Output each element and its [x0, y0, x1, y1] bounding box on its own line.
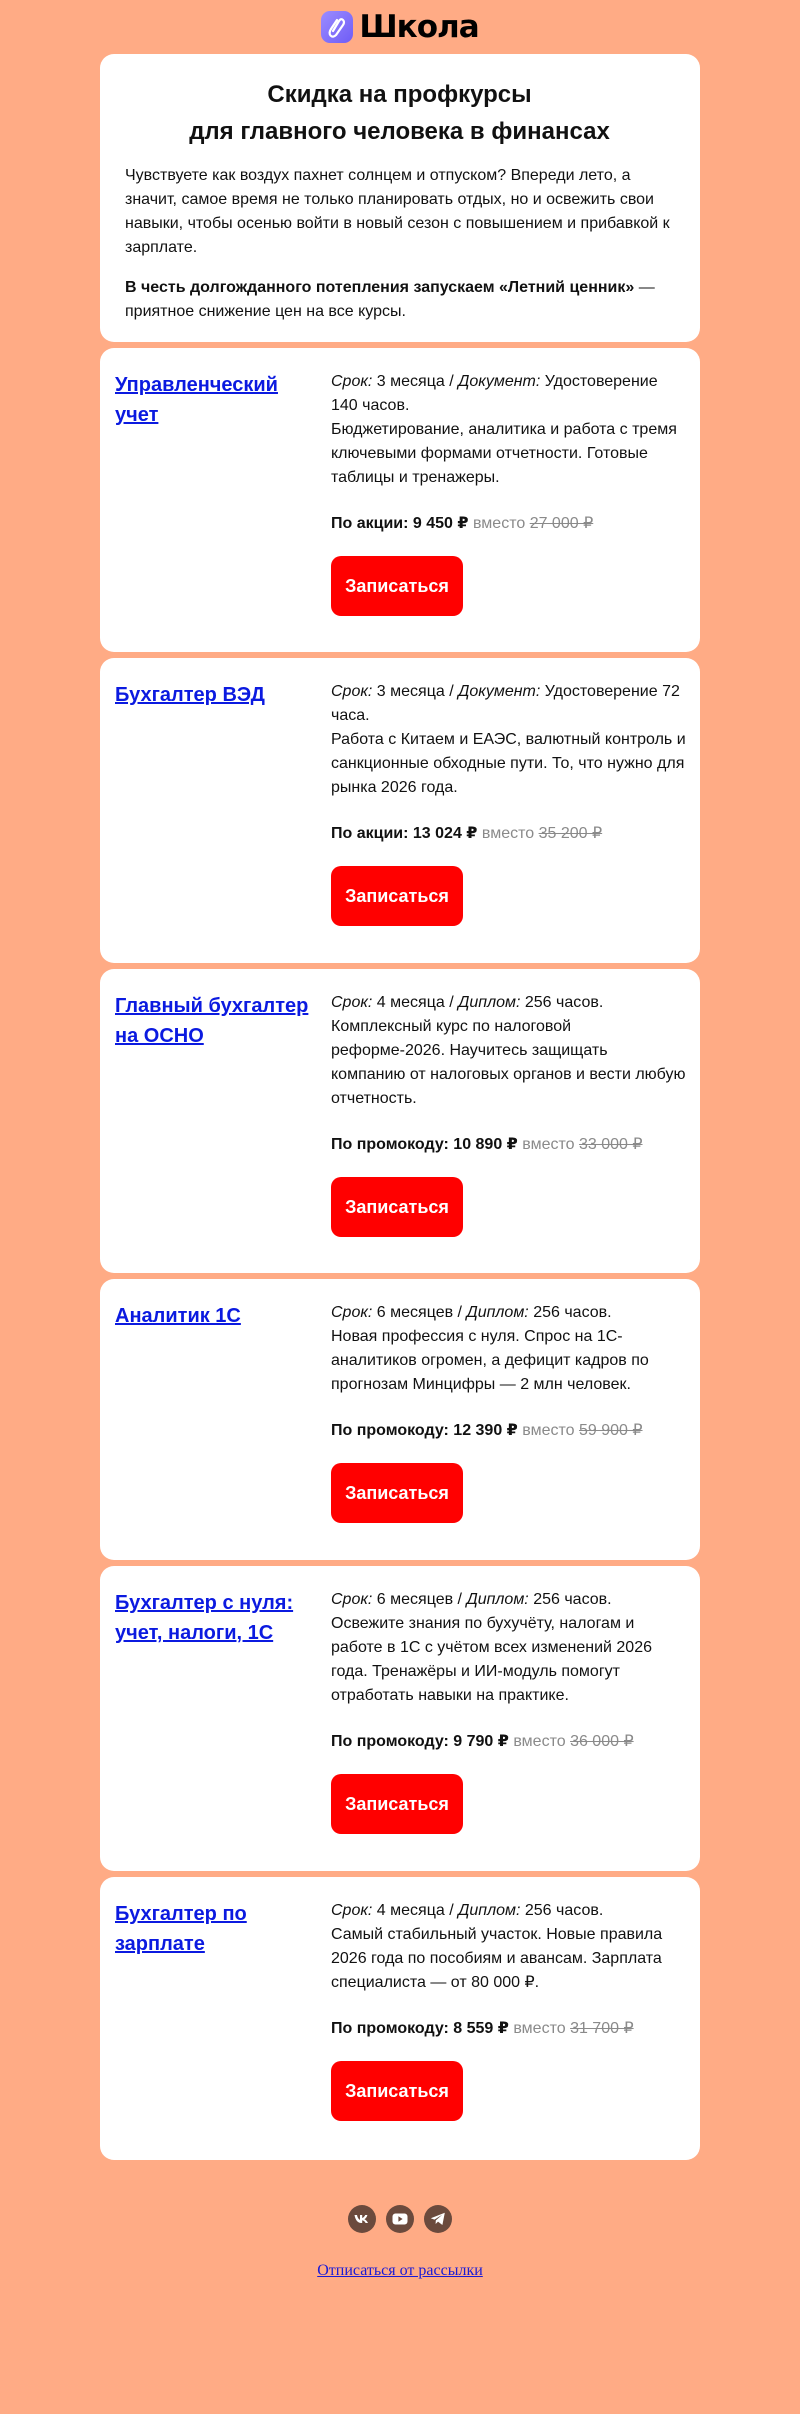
logo-text: Школа — [359, 9, 479, 45]
meta-separator: / — [444, 994, 459, 1011]
document-label: Документ: — [458, 683, 541, 700]
price-line — [331, 1419, 686, 1443]
document-label: Диплом: — [466, 1591, 529, 1608]
enroll-button[interactable]: Записаться — [331, 1177, 463, 1237]
term-label: Срок: — [331, 1902, 373, 1919]
document-value: Удостоверение 72 часа. — [331, 683, 680, 724]
meta-separator: / — [444, 373, 459, 390]
course-description: Бюджетирование, аналитика и работа с тремя ключевыми формами отчетности. Готовые таблицы и тренажеры. — [331, 421, 677, 486]
instead-label: вместо — [508, 1733, 571, 1750]
document-value: 256 часов. — [520, 1902, 604, 1919]
price-line — [331, 2017, 686, 2041]
instead-label: вместо — [477, 825, 539, 842]
course-title-link[interactable]: Бухгалтер с нуля: учет, налоги, 1С — [115, 1592, 294, 1644]
course-description: Работа с Китаем и ЕАЭС, валютный контроль и санкционные обходные пути. То, что нужно для рынка 2026 года. — [331, 731, 686, 796]
telegram-icon[interactable] — [424, 2205, 452, 2233]
course-card — [100, 1279, 700, 1560]
meta-separator: / — [453, 1304, 467, 1321]
course-details — [331, 680, 686, 926]
price-line — [331, 1133, 686, 1157]
course-card — [100, 969, 700, 1273]
course-details — [331, 1301, 686, 1523]
paperclip-icon — [321, 11, 353, 43]
header — [0, 0, 800, 54]
course-description: Освежите знания по бухучёту, налогам и работе в 1С с учётом всех изменений 2026 года. Тренажёры и ИИ-модуль помогут отработать навыки на практике. — [331, 1615, 652, 1704]
course-card — [100, 1566, 700, 1871]
term-label: Срок: — [331, 994, 373, 1011]
enroll-button[interactable]: Записаться — [331, 1463, 463, 1523]
course-title-link[interactable]: Аналитик 1С — [115, 1305, 241, 1327]
meta-separator: / — [453, 1591, 467, 1608]
course-title-link[interactable]: Бухгалтер ВЭД — [115, 684, 265, 706]
course-meta — [331, 1588, 686, 1612]
course-title-link[interactable]: Бухгалтер по зарплате — [115, 1903, 247, 1955]
enroll-button[interactable]: Записаться — [331, 1774, 463, 1834]
course-details — [331, 1588, 686, 1834]
old-price: 35 200 ₽ — [538, 825, 603, 842]
promo-price: По промокоду: 9 790 ₽ — [331, 1733, 509, 1750]
intro-title-line2: для главного человека в финансах — [189, 118, 610, 145]
course-card — [100, 658, 700, 963]
intro-paragraph: Чувствуете как воздух пахнет солнцем и отпуском? Впереди лето, а значит, самое время не только планировать отдых, но и освежить свои навыки, чтобы осенью войти в новый сезон с повышением и прибавкой к зарплате. — [125, 167, 670, 256]
document-value: Удостоверение 140 часов. — [331, 373, 658, 414]
document-label: Диплом: — [458, 1902, 521, 1919]
social-links — [0, 2205, 800, 2233]
price-line — [331, 822, 686, 846]
promo-price: По промокоду: 10 890 ₽ — [331, 1136, 518, 1153]
promo-price: По акции: 9 450 ₽ — [331, 515, 469, 532]
promo-price: По промокоду: 12 390 ₽ — [331, 1422, 518, 1439]
document-label: Диплом: — [466, 1304, 529, 1321]
meta-separator: / — [444, 1902, 459, 1919]
old-price: 27 000 ₽ — [529, 515, 594, 532]
term-label: Срок: — [331, 1591, 373, 1608]
intro-promo-paragraph — [125, 276, 674, 324]
document-value: 256 часов. — [528, 1591, 612, 1608]
course-description: Новая профессия с нуля. Спрос на 1С-аналитиков огромен, а дефицит кадров по прогнозам Минцифры — 2 млн человек. — [331, 1328, 649, 1393]
intro-title — [125, 76, 674, 150]
meta-separator: / — [444, 683, 459, 700]
course-title-link[interactable]: Управленческий учет — [115, 374, 278, 426]
document-value: 256 часов. — [520, 994, 604, 1011]
price-line — [331, 1730, 686, 1754]
intro-card — [100, 54, 700, 342]
old-price: 31 700 ₽ — [570, 2020, 634, 2037]
term-label: Срок: — [331, 1304, 373, 1321]
term-value: 6 месяцев — [372, 1304, 454, 1321]
logo[interactable] — [321, 9, 478, 45]
course-title-link[interactable]: Главный бухгалтер на ОСНО — [115, 995, 309, 1047]
intro-promo-rest: — приятное снижение цен на все курсы. — [125, 279, 655, 320]
term-value: 4 месяца — [372, 994, 445, 1011]
enroll-button[interactable]: Записаться — [331, 2061, 463, 2121]
course-meta — [331, 1899, 686, 1923]
youtube-icon[interactable] — [386, 2205, 414, 2233]
term-value: 3 месяца — [372, 683, 445, 700]
intro-title-line1: Скидка на профкурсы — [267, 81, 532, 108]
old-price: 59 900 ₽ — [578, 1422, 643, 1439]
instead-label: вместо — [517, 1422, 579, 1439]
term-label: Срок: — [331, 683, 373, 700]
term-value: 4 месяца — [372, 1902, 445, 1919]
old-price: 33 000 ₽ — [578, 1136, 643, 1153]
course-meta — [331, 991, 686, 1015]
course-description: Комплексный курс по налоговой реформе-2026. Научитесь защищать компанию от налоговых органов и вести любую отчетность. — [331, 1018, 686, 1107]
course-meta — [331, 370, 686, 418]
enroll-button[interactable]: Записаться — [331, 556, 463, 616]
course-description: Самый стабильный участок. Новые правила 2026 года по пособиям и авансам. Зарплата специалиста — от 80 000 ₽. — [331, 1926, 663, 1991]
course-meta — [331, 680, 686, 728]
unsubscribe-link[interactable]: Отписаться от рассылки — [317, 2262, 483, 2279]
course-card — [100, 348, 700, 652]
intro-promo-bold: В честь долгожданного потепления запускаем «Летний ценник» — [125, 279, 635, 296]
course-details — [331, 991, 686, 1237]
term-value: 6 месяцев — [372, 1591, 454, 1608]
instead-label: вместо — [468, 515, 530, 532]
course-card — [100, 1877, 700, 2160]
old-price: 36 000 ₽ — [570, 1733, 634, 1750]
document-value: 256 часов. — [528, 1304, 612, 1321]
price-line — [331, 512, 686, 536]
instead-label: вместо — [508, 2020, 571, 2037]
promo-price: По промокоду: 8 559 ₽ — [331, 2020, 509, 2037]
instead-label: вместо — [517, 1136, 579, 1153]
vk-icon[interactable] — [348, 2205, 376, 2233]
course-meta — [331, 1301, 686, 1325]
term-label: Срок: — [331, 373, 373, 390]
course-details — [331, 370, 686, 616]
document-label: Документ: — [458, 373, 541, 390]
course-details — [331, 1899, 686, 2121]
enroll-button[interactable]: Записаться — [331, 866, 463, 926]
document-label: Диплом: — [458, 994, 521, 1011]
term-value: 3 месяца — [372, 373, 445, 390]
promo-price: По акции: 13 024 ₽ — [331, 825, 478, 842]
